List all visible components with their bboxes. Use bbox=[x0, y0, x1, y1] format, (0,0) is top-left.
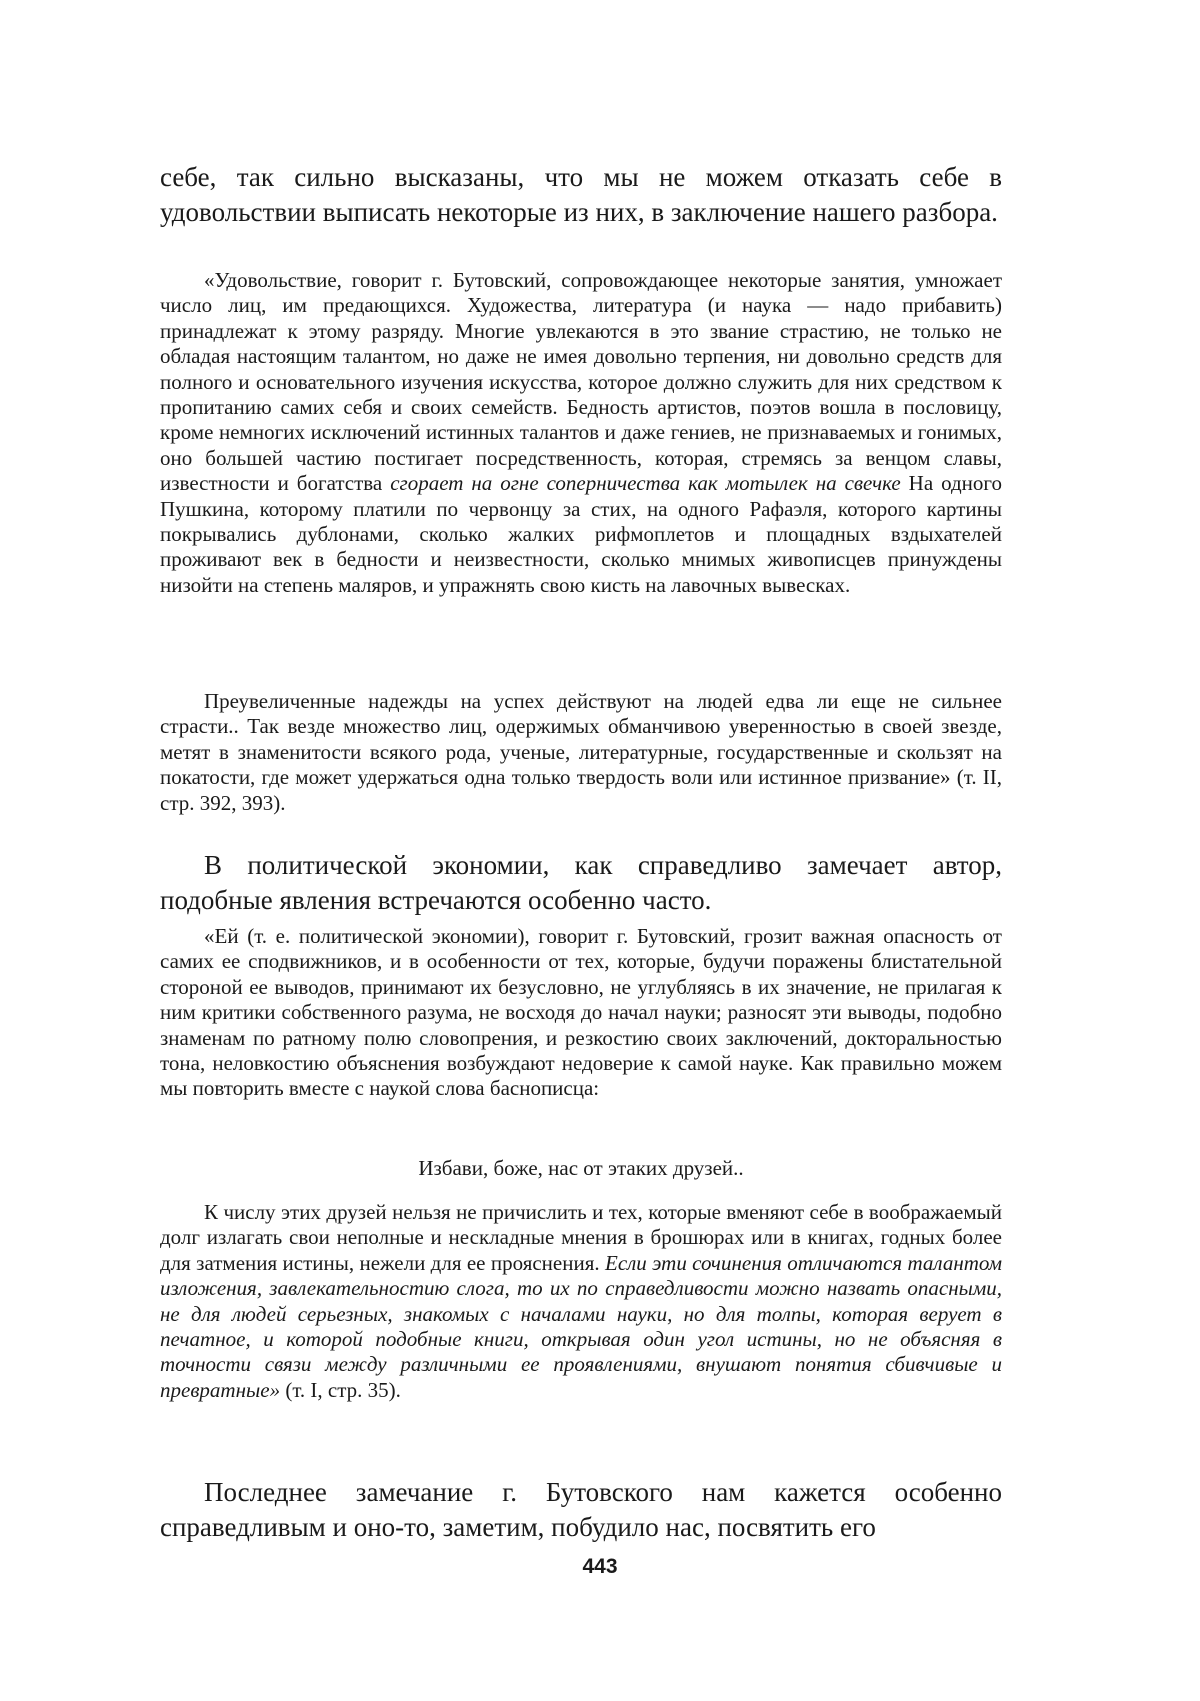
final-paragraph: Последнее замечание г. Бутовского нам кажется особенно справедливым и оно-то, заметим, побудило нас, посвятить его bbox=[160, 1477, 1002, 1542]
quote-1-emphasis: сгорает на огне соперничества как мотылек на свечке bbox=[390, 471, 901, 496]
quote-paragraph-3: «Ей (т. е. политической экономии), говорит г. Бутовский, грозит важная опасность от самих ее сподвижников, и в особенности от тех, которые, будучи поражены блистательной стороной ее выводов, принимают их безусловно, не углубляясь в их значение, не прилагая к ним критики собственного разума, не восходя до начал науки; разносят эти выводы, подобно знаменам по ратному полю словопрения, и резкостию своих заключений, докторальностью тона, неловкостию объяснения возбуждают недоверие к самой науке. Как правильно можем мы повторить вместе с наукой слова баснописца: bbox=[160, 924, 1002, 1101]
quote-1-text-b: На одного Пушкина, которому платили по червонцу за стих, на одного Рафаэля, которого картины покрывались дублонами, сколько жалких рифмоплетов и площадных вздыхателей проживают век в бедности и неизвестности, сколько мнимых живописцев принуждены низойти на степень маляров, и упражнять свою кисть на лавочных вывесках. bbox=[160, 471, 1002, 597]
quote-paragraph-1 bbox=[160, 268, 1002, 598]
quote-paragraph-4 bbox=[160, 1200, 1002, 1403]
fable-verse: Избави, боже, нас от этаких друзей.. bbox=[418, 1156, 744, 1180]
quote-4-emphasis: Если эти сочинения отличаются талантом изложения, завлекательностию слога, то их по справедливости можно назвать опасными, не для людей серьезных, знакомых с началами науки, но для толпы, которая верует в печатное, и которой подобные книги, открывая один угол истины, но не объясняя в точности связи между различными ее проявлениями, внушают понятия сбивчивые и превратные» bbox=[160, 1250, 1003, 1402]
quote-paragraph-2: Преувеличенные надежды на успех действуют на людей едва ли еще не сильнее страсти.. Так везде множество лиц, одержимых обманчивою уверенностью в своей звезде, метят в знаменитости всякого рода, ученые, литературные, государственные и скользят на покатости, где может удержаться одна только твердость воли или истинное призвание» (т. II, стр. 392, 393). bbox=[160, 689, 1002, 815]
quote-4-text-a: К числу этих друзей нельзя не причислить и тех, которые вменяют себе в воображаемый долг излагать свои неполные и нескладные мнения в брошюрах или в книгах, годных более для затмения истины, нежели для ее прояснения. bbox=[160, 1200, 1002, 1275]
page-number: 443 bbox=[582, 1555, 618, 1578]
intro-paragraph: себе, так сильно высказаны, что мы не можем отказать себе в удовольствии выписать некоторые из них, в заключение нашего разбора. bbox=[160, 162, 1002, 227]
economy-paragraph: В политической экономии, как справедливо замечает автор, подобные явления встречаются особенно часто. bbox=[160, 850, 1002, 915]
quote-1-text-a: «Удовольствие, говорит г. Бутовский, сопровождающее некоторые занятия, умножает число лиц, им предающихся. Художества, литература (и наука — надо прибавить) принадлежат к этому разряду. Многие увлекаются в это звание страстию, не только не обладая настоящим талантом, но даже не имея довольно терпения, ни довольно средств для полного и основательного изучения искусства, которое должно служить для них средством к пропитанию самих себя и своих семейств. Бедность артистов, поэтов вошла в пословицу, кроме немногих исключений истинных талантов и даже гениев, не признаваемых и гонимых, оно большей частию постигает посредственность, которая, стремясь за венцом славы, известности и богатства bbox=[160, 268, 1002, 496]
quote-4-text-b: (т. I, стр. 35). bbox=[280, 1377, 401, 1402]
